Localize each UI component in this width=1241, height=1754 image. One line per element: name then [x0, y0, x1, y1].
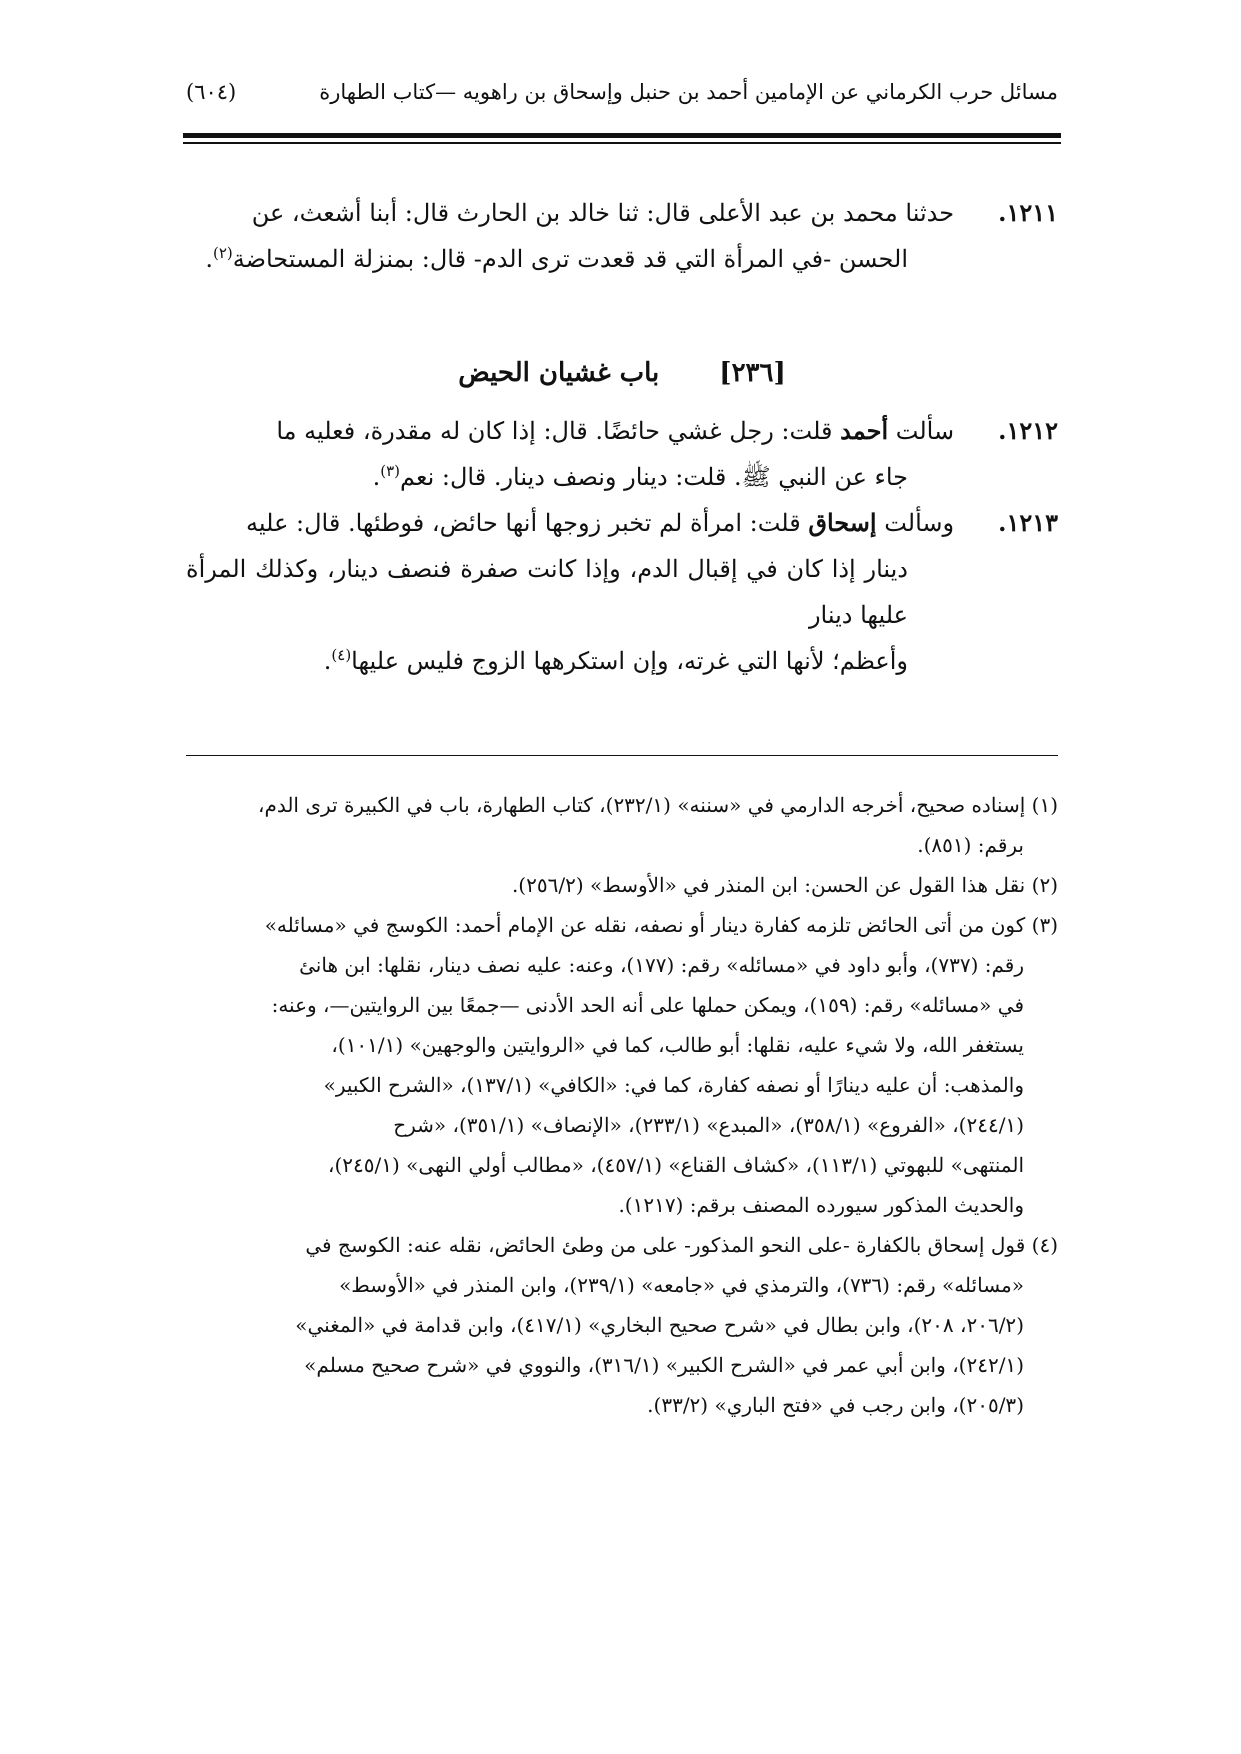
footnote-number: (١) — [1031, 793, 1058, 817]
footnote-ref[interactable]: (٢) — [212, 244, 233, 262]
footnote-line: رقم: (٧٣٧)، وأبو داود في «مسائله» رقم: (١٧٧)، وعنه: عليه نصف دينار، نقلها: ابن هانئ — [299, 953, 1024, 977]
footnote-line: (٢٤٢/١)، وابن أبي عمر في «الشرح الكبير» (٣١٦/١)، والنووي في «شرح صحيح مسلم» — [304, 1353, 1024, 1377]
paragraph-1211 — [186, 190, 1058, 282]
footnote-number: (٤) — [1031, 1233, 1058, 1257]
chapter-title: باب غشيان الحيض — [458, 358, 660, 388]
paragraph-number: ١٢١١. — [998, 198, 1058, 227]
paragraph-line: دينار إذا كان في إقبال الدم، وإذا كانت صفرة فنصف دينار، وكذلك المرأة عليها دينار — [186, 555, 908, 629]
footnote-line: برقم: (٨٥١). — [917, 833, 1024, 857]
footnote-line: (٢٤٤/١)، «الفروع» (٣٥٨/١)، «المبدع» (٢٣٣/١)، «الإنصاف» (٣٥١/١)، «شرح — [393, 1113, 1024, 1137]
footnote-line: (٢٠٦/٢، ٢٠٨)، وابن بطال في «شرح صحيح البخاري» (٤١٧/١)، وابن قدامة في «المغني» — [295, 1313, 1024, 1337]
scholar-name: أحمد — [840, 416, 889, 445]
header-rule-thick — [183, 133, 1061, 138]
paragraph-lead: وسألت — [884, 509, 955, 537]
footnote-2 — [186, 865, 1058, 905]
footnote-separator — [186, 755, 1058, 756]
scholar-name: إسحاق — [808, 508, 877, 537]
paragraph-line: قلت: امرأة لم تخبر زوجها أنها حائض، فوطئها. قال: عليه — [246, 509, 801, 537]
footnote-1 — [186, 785, 1058, 865]
footnote-line: قول إسحاق بالكفارة -على النحو المذكور- على من وطئ الحائض، نقله عنه: الكوسج في — [305, 1233, 1026, 1257]
paragraph-end: . — [372, 463, 381, 491]
footnote-line: والحديث المذكور سيورده المصنف برقم: (١٢١٧). — [618, 1193, 1024, 1217]
paragraph-1213 — [186, 500, 1058, 684]
footnote-ref[interactable]: (٣) — [380, 462, 401, 480]
footnote-line: المنتهى» للبهوتي (١١٣/١)، «كشاف القناع» (٤٥٧/١)، «مطالب أولي النهى» (٢٤٥/١)، — [328, 1153, 1024, 1177]
page-number: (٦٠٤) — [186, 80, 237, 104]
paragraph-end: . — [323, 647, 332, 675]
paragraph-line: جاء عن النبي ﷺ. قلت: دينار ونصف دينار. قال: نعم — [400, 463, 908, 491]
paragraph-lead: سألت — [895, 417, 955, 445]
footnote-line: والمذهب: أن عليه دينارًا أو نصفه كفارة، كما في: «الكافي» (١٣٧/١)، «الشرح الكبير» — [323, 1073, 1024, 1097]
paragraph-line: حدثنا محمد بن عبد الأعلى قال: ثنا خالد بن الحارث قال: أبنا أشعث، عن — [251, 199, 955, 227]
footnote-line: إسناده صحيح، أخرجه الدارمي في «سننه» (٢٣٢/١)، كتاب الطهارة، باب في الكبيرة ترى الدم، — [257, 793, 1026, 817]
paragraph-line: الحسن -في المرأة التي قد قعدت ترى الدم- قال: بمنزلة المستحاضة — [232, 245, 908, 273]
paragraph-line: قلت: رجل غشي حائضًا. قال: إذا كان له مقدرة، فعليه ما — [276, 417, 833, 445]
header-rule-thin — [183, 142, 1061, 144]
header-title: مسائل حرب الكرماني عن الإمامين أحمد بن حنبل وإسحاق بن راهويه —كتاب الطهارة — [319, 80, 1058, 104]
paragraph-line: وأعظم؛ لأنها التي غرته، وإن استكرهها الزوج فليس عليها — [351, 647, 908, 675]
chapter-number: [٢٣٦] — [719, 358, 786, 388]
footnote-3 — [186, 905, 1058, 1225]
paragraph-1212 — [186, 408, 1058, 500]
main-text — [186, 190, 1058, 684]
chapter-heading — [186, 348, 1058, 398]
footnote-number: (٢) — [1031, 873, 1058, 897]
paragraph-number: ١٢١٢. — [998, 416, 1058, 445]
footnote-line: كون من أتى الحائض تلزمه كفارة دينار أو نصفه، نقله عن الإمام أحمد: الكوسج في «مسائله» — [264, 913, 1026, 937]
footnote-line: في «مسائله» رقم: (١٥٩)، ويمكن حملها على أنه الحد الأدنى —جمعًا بين الروايتين—، وعنه: — [271, 993, 1024, 1017]
footnote-line: يستغفر الله، ولا شيء عليه، نقلها: أبو طالب، كما في «الروايتين والوجهين» (١٠١/١)، — [331, 1033, 1024, 1057]
paragraph-number: ١٢١٣. — [998, 508, 1058, 537]
footnote-line: «مسائله» رقم: (٧٣٦)، والترمذي في «جامعه» (٢٣٩/١)، وابن المنذر في «الأوسط» — [339, 1273, 1024, 1297]
paragraph-end: . — [205, 245, 213, 273]
footnote-line: (٢٠٥/٣)، وابن رجب في «فتح الباري» (٣٣/٢). — [647, 1393, 1024, 1417]
running-header — [186, 80, 1058, 130]
footnotes — [186, 785, 1058, 1425]
footnote-ref[interactable]: (٤) — [331, 646, 352, 664]
footnote-line: نقل هذا القول عن الحسن: ابن المنذر في «الأوسط» (٢٥٦/٢). — [511, 873, 1026, 897]
footnote-number: (٣) — [1031, 913, 1058, 937]
footnote-4 — [186, 1225, 1058, 1425]
